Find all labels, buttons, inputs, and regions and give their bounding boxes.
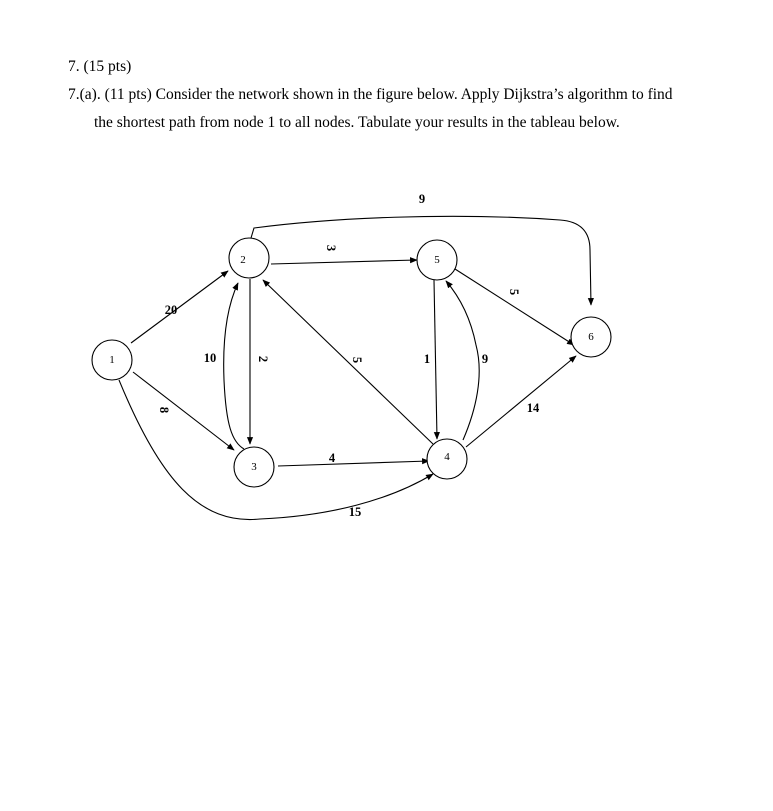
edge-4-2 xyxy=(263,280,433,444)
question-text-line-1: 7.(a). (11 pts) Consider the network shown in the figure below. Apply Dijkstra’s algorithm to find xyxy=(68,86,673,103)
edge-4-6 xyxy=(466,356,576,447)
weight-4-6: 14 xyxy=(526,401,540,415)
question-title: 7. (15 pts) xyxy=(68,58,132,75)
weight-2-3: 2 xyxy=(256,355,270,363)
weight-2-5: 3 xyxy=(324,244,338,252)
weight-3-4: 4 xyxy=(328,451,336,465)
node-1-label: 1 xyxy=(109,354,115,366)
weight-3-2: 10 xyxy=(203,351,217,365)
question-text-line-2: the shortest path from node 1 to all nodes. Tabulate your results in the tableau below. xyxy=(94,114,620,131)
edge-1-2 xyxy=(131,271,228,343)
node-3-label: 3 xyxy=(251,461,257,473)
weight-1-4: 15 xyxy=(348,505,362,519)
weight-1-2: 20 xyxy=(164,303,178,317)
edge-1-4 xyxy=(119,380,433,520)
edge-5-4 xyxy=(434,280,437,439)
node-2 xyxy=(229,238,269,278)
weight-4-5: 9 xyxy=(481,352,489,366)
edge-3-4 xyxy=(278,461,429,466)
weight-2-6: 9 xyxy=(418,192,426,206)
node-3 xyxy=(234,447,274,487)
node-1 xyxy=(92,340,132,380)
weight-5-4: 1 xyxy=(423,352,431,366)
edge-4-5 xyxy=(446,281,479,440)
edge-2-5 xyxy=(271,260,417,264)
node-5-label: 5 xyxy=(434,254,440,266)
edge-3-2 xyxy=(224,283,244,449)
node-6-label: 6 xyxy=(588,331,594,343)
node-6 xyxy=(571,317,611,357)
edge-1-3 xyxy=(133,372,234,450)
weight-4-2: 5 xyxy=(350,356,364,364)
node-5 xyxy=(417,240,457,280)
node-4-label: 4 xyxy=(444,451,450,463)
weight-1-3: 8 xyxy=(157,406,171,414)
node-4 xyxy=(427,439,467,479)
weight-5-6: 5 xyxy=(507,288,521,296)
node-2-label: 2 xyxy=(240,254,246,266)
